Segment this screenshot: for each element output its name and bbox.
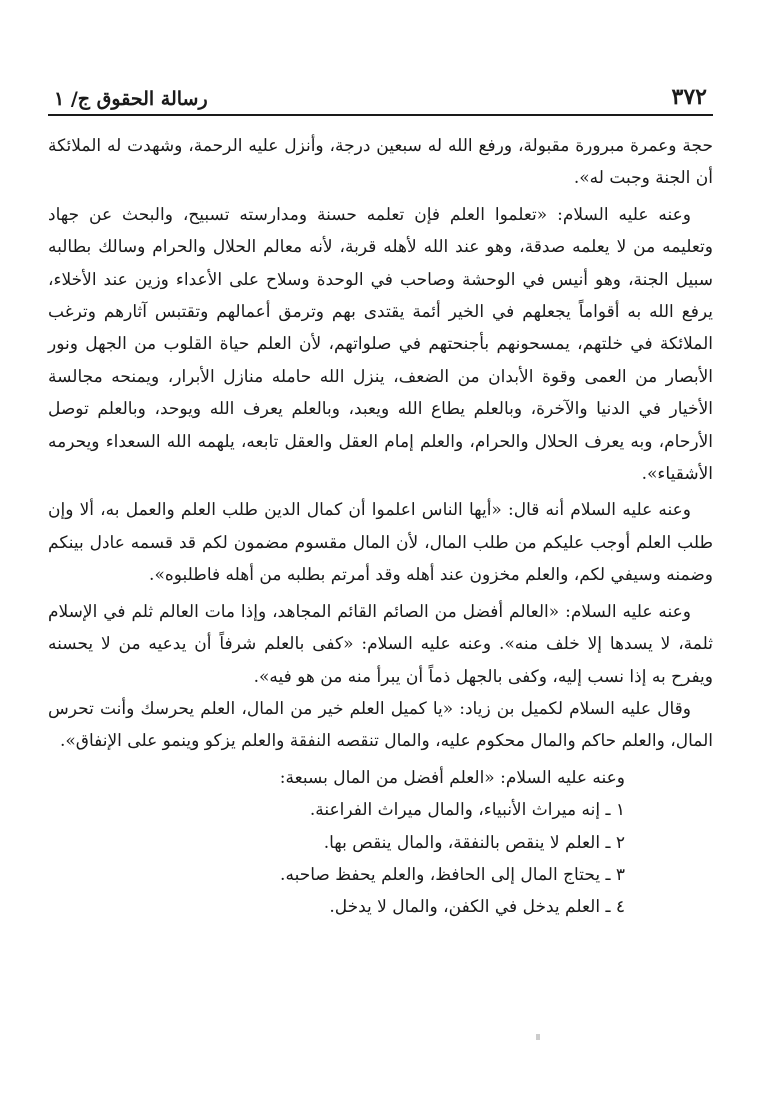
page-body: [48, 130, 713, 924]
list-item: ٢ ـ العلم لا ينقص بالنفقة، والمال ينقص بها.: [323, 832, 625, 853]
paragraph-continuation: حجة وعمرة مبرورة مقبولة، ورفع الله له سبعين درجة، وأنزل عليه الرحمة، وشهدت له الملائكة أن الجنة وجبت له».: [48, 136, 713, 189]
running-header: [48, 72, 713, 116]
paragraph-learning-knowledge: وعنه عليه السلام: «تعلموا العلم فإن تعلمه حسنة ومدارسته تسبيح، والبحث عن جهاد وتعليمه من لا يعلمه صدقة، وهو عند الله لأهله قربة، لأنه معالم الحلال والحرام وسالك بطالبه سبيل الجنة، وهو أنيس في الوحشة وصاحب في الوحدة وسلاح على الأعداء وزين عند الأخلاء، يرفع الله به أقواماً يجعلهم في الخير أئمة يقتدى بهم وترمق أعمالهم وتقتبس آثارهم وترغب الملائكة في خلتهم، يمسحونهم بأجنحتهم في صلواتهم، لأن العلم حياة القلوب من الجهل ونور الأبصار من العمى وقوة الأبدان من الضعف، ينزل الله حامله منازل الأبرار، ويمنحه مجالسة الأخيار في الدنيا والآخرة، وبالعلم يطاع الله ويعبد، وبالعلم يعرف الله ويوحد، وبالعلم توصل الأرحام، وبه يعرف الحلال والحرام، والعلم إمام العقل والعقل تابعه، يلهمه الله السعداء ويحرمه الأشقياء».: [48, 204, 713, 485]
paragraph-seeking-knowledge: وعنه عليه السلام أنه قال: «أيها الناس اعلموا أن كمال الدين طلب العلم والعمل به، ألا وإن طلب العلم أوجب عليكم من طلب المال، لأن المال مقسوم مضمون لكم قد قسمه عادل بينكم وضمنه وسيفي لكم، والعلم مخزون عند أهله وقد أمرتم بطلبه من أهله فاطلبوه».: [48, 500, 713, 586]
paragraph-kumayl: وقال عليه السلام لكميل بن زياد: «يا كميل العلم خير من المال، العلم يحرسك وأنت تحرس المال، والعلم حاكم والمال محكوم عليه، والمال تنقصه النفقة والعلم يزكو وينمو على الإنفاق».: [48, 698, 713, 752]
list-item: ٣ ـ يحتاج المال إلى الحافظ، والعلم يحفظ صاحبه.: [280, 864, 625, 885]
page-number: ٣٧٢: [671, 84, 707, 110]
list-item: ٤ ـ العلم يدخل في الكفن، والمال لا يدخل.: [329, 897, 625, 918]
seven-reasons-list: [48, 794, 713, 924]
paragraph-seven-reasons-intro: وعنه عليه السلام: «العلم أفضل من المال بسبعة:: [279, 767, 625, 788]
list-item: ١ ـ إنه ميراث الأنبياء، والمال ميراث الفراعنة.: [309, 800, 625, 821]
book-title: رسالة الحقوق ج/ ١: [54, 88, 208, 110]
scan-speck: [536, 1034, 540, 1040]
book-page: [48, 72, 713, 924]
paragraph-scholar: وعنه عليه السلام: «العالم أفضل من الصائم القائم المجاهد، وإذا مات العالم ثلم في الإسلام ثلمة، لا يسدها إلا خلف منه». وعنه عليه السلام: «كفى بالعلم شرفاً أن يدعيه من لا يحسنه ويفرح به إذا نسب إليه، وكفى بالجهل ذماً أن يبرأ منه من هو فيه».: [48, 601, 713, 687]
